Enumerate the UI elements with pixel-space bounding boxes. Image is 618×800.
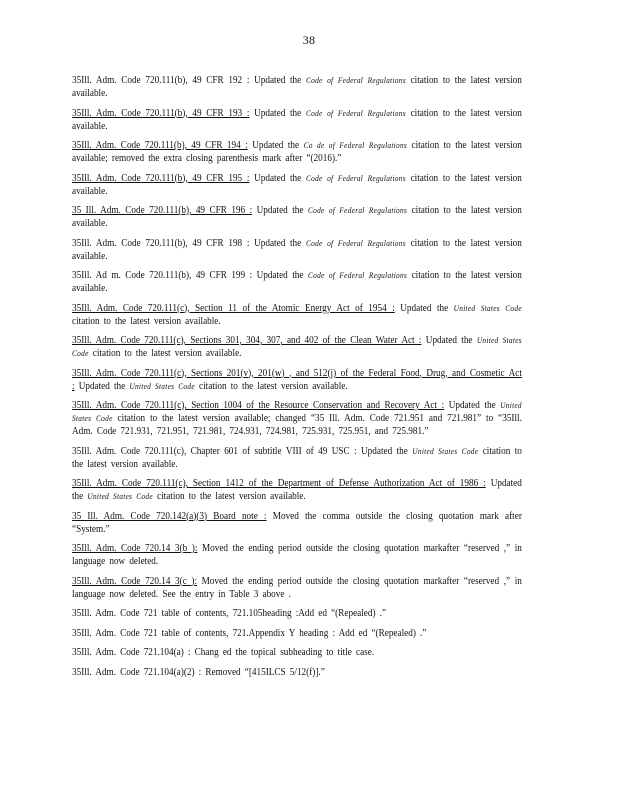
change-entry: [72, 237, 522, 263]
entry-citation: 35Ill. Adm. Code 720.111(b), 49 CFR 194 :: [72, 140, 248, 151]
entry-description: Moved the ending period outside the closing quotation markafter “reserved ,” in language now deleted.: [72, 543, 522, 567]
change-entry: [72, 74, 522, 100]
entry-citation: 35Ill. Adm. Code 720.111(c), Section 1004 of the Resource Conservation and Recovery Act :: [72, 400, 445, 411]
entry-citation: 35Ill. Adm. Code 720.111(b), 49 CFR 192 :: [72, 75, 250, 86]
entry-citation: 35Ill. Adm. Code 720.111(b), 49 CFR 193 :: [72, 107, 250, 119]
entry-source-title: United States Code: [72, 401, 522, 423]
entry-source-title: Code of Federal Regulations: [307, 271, 408, 280]
entry-citation: 35Ill. Adm. Code 720.111(c), Section 1412 of the Department of Defense Authorization Act of 1986 :: [72, 478, 486, 489]
entry-description-end: citation to the latest version available.: [72, 75, 522, 99]
entry-description: Updated the: [356, 445, 413, 457]
entry-citation: 35 Ill. Adm. Code 720.142(a)(3) Board note :: [72, 510, 267, 522]
entry-description: Updated the: [249, 107, 306, 119]
entry-description-end: citation to the latest version available; removed the extra closing parenthesis mark after “(2016).”: [72, 140, 522, 164]
entry-description-end: citation to the latest version available.: [194, 380, 348, 392]
entry-source-title: United States Code: [129, 381, 195, 391]
entry-citation: 35Ill. Adm. Code 720.111(c), Sections 201(v), 201(w) , and 512(j) of the Federal Food, Drug, and Cosmetic Act :: [72, 367, 522, 392]
change-entry: [72, 334, 522, 360]
entry-source-title: United States Code: [87, 492, 153, 501]
entry-description: Updated the: [249, 237, 306, 249]
change-entry: [72, 445, 522, 471]
entry-description: Moved the comma outside the closing quotation mark after “System.”: [72, 510, 522, 535]
page-number: 38: [302, 33, 316, 47]
entry-source-title: United States Code: [412, 446, 479, 456]
entry-citation: 35Ill. Adm. Code 720.111(b), 49 CFR 195 :: [72, 172, 250, 184]
change-entry: [72, 542, 522, 568]
entry-description-end: citation to the latest version available.: [72, 237, 522, 262]
change-entry: [72, 666, 522, 679]
entry-source-title: Code of Federal Regulations: [305, 238, 406, 248]
entry-description: Updated the: [252, 205, 308, 216]
entry-description-end: citation to the latest version available; changed “35 Ill. Adm. Code 721.951 and 721.981” to “35Ill. Adm. Code 721.931, 721.951, 721.981, 724.931, 724.981, 725.931, 725.951, and 725.981.”: [72, 413, 522, 437]
change-entry: [72, 477, 522, 503]
change-entry: [72, 575, 522, 601]
entry-description-end: citation to the latest version available.: [152, 491, 306, 502]
change-entry: [72, 139, 522, 165]
entry-description: Moved the ending period outside the closing quotation markafter “reserved ,” in language now deleted. See the entry in Table 3 above .: [72, 575, 522, 600]
change-entry: [72, 204, 522, 230]
entry-citation: 35Ill. Adm. Code 720.111(c), Section 11 of the Atomic Energy Act of 1954 :: [72, 302, 395, 314]
entry-source-title: Code of Federal Regulations: [305, 108, 406, 118]
entry-description-end: citation to the latest version available.: [72, 107, 522, 132]
entry-source-title: United States Code: [453, 303, 522, 313]
entry-citation: 35 Ill. Adm. Code 720.111(b), 49 CFR 196 :: [72, 205, 253, 216]
entry-citation: 35Ill. Adm. Code 720.111(c), Sections 301, 304, 307, and 402 of the Clean Water Act :: [72, 335, 422, 346]
entries-list: [72, 74, 522, 685]
change-entry: [72, 269, 522, 295]
entry-citation: 35Ill. Adm. Code 720.14 3(b ):: [72, 543, 198, 554]
entry-citation: 35Ill. Adm. Code 720.111(b), 49 CFR 198 :: [72, 237, 250, 249]
entry-description: Updated the: [394, 302, 454, 314]
change-entry: [72, 107, 522, 133]
entry-description-end: citation to the latest version available.: [88, 348, 242, 359]
entry-description-end: citation to the latest version available.: [72, 270, 522, 294]
change-entry: [72, 510, 522, 536]
change-entry: [72, 607, 522, 620]
entry-description-end: citation to the latest version available.: [72, 315, 221, 327]
entry-description: : Removed “[415ILCS 5/12(f)].”: [194, 666, 325, 678]
entry-description: Updated the: [72, 478, 522, 502]
entry-citation: 35Ill. Adm. Code 720.111(c), Chapter 601 of subtitle VIII of 49 USC :: [72, 445, 357, 457]
entry-citation: 35Ill. Adm. Code 721.104(a)(2): [72, 666, 195, 678]
change-entry: [72, 646, 522, 659]
entry-description: :Add ed “(Repealed) .”: [291, 608, 387, 619]
change-entry: [72, 627, 522, 640]
entry-description: Updated the: [444, 400, 501, 411]
entry-description: Updated the: [421, 335, 477, 346]
entry-description: Updated the: [249, 75, 306, 86]
change-entry: [72, 367, 522, 393]
entry-description-end: citation to the latest version available.: [72, 445, 522, 470]
entry-source-title: Code of Federal Regulations: [305, 76, 406, 85]
entry-description: Updated the: [252, 270, 308, 281]
entry-description: Updated the: [74, 380, 130, 392]
change-entry: [72, 172, 522, 198]
change-entry: [72, 399, 522, 438]
entry-source-title: Code of Federal Regulations: [305, 173, 406, 183]
entry-description: Updated the: [249, 172, 306, 184]
entry-source-title: United States Code: [72, 336, 522, 358]
change-entry: [72, 302, 522, 328]
entry-description-end: citation to the latest version available.: [72, 172, 522, 197]
entry-citation: 35Ill. Adm. Code 721.104(a): [72, 647, 184, 658]
entry-source-title: Co de of Federal Regulations: [303, 141, 408, 150]
entry-citation: 35Ill. Adm. Code 721 table of contents, 721.105heading: [72, 608, 292, 619]
entry-citation: 35Ill. Ad m. Code 720.111(b), 49 CFR 199 :: [72, 270, 253, 281]
entry-description-end: citation to the latest version available.: [72, 205, 522, 229]
entry-description: : Add ed “(Repealed) .”: [328, 627, 427, 639]
entry-citation: 35Ill. Adm. Code 720.14 3(c ):: [72, 575, 198, 587]
entry-description: Updated the: [247, 140, 304, 151]
entry-citation: 35Ill. Adm. Code 721 table of contents, 721.Appendix Y heading: [72, 627, 329, 639]
entry-description: : Chang ed the topical subheading to title case.: [183, 647, 375, 658]
entry-source-title: Code of Federal Regulations: [307, 206, 408, 215]
